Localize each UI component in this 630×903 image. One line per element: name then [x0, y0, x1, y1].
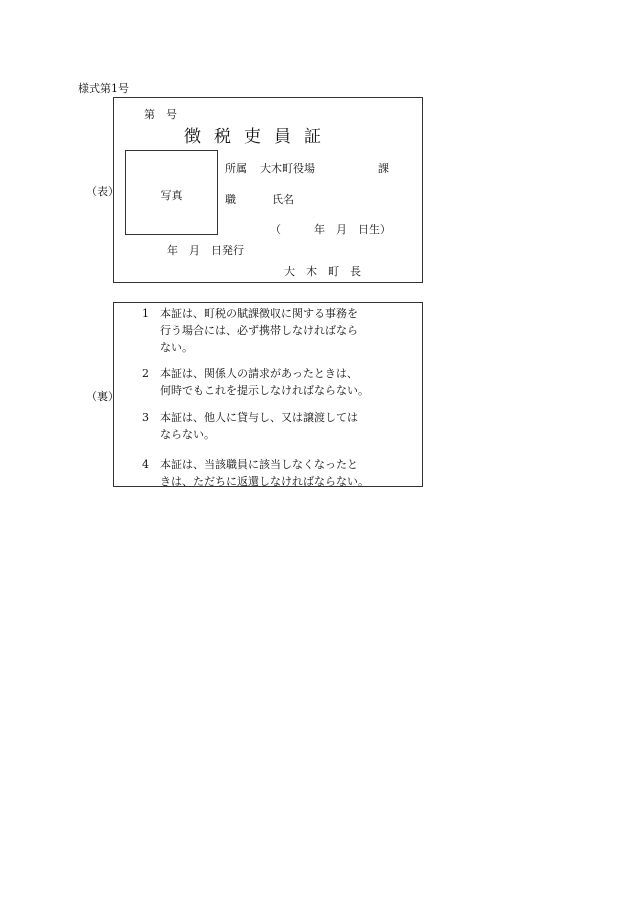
- clause-line: 本証は、当該職員に該当しなくなったと: [160, 458, 358, 471]
- birthdate-field: （ 年 月 日生）: [270, 223, 391, 236]
- front-side-label: （表）: [86, 185, 119, 198]
- clause-line: 本証は、町税の賦課徴収に関する事務を: [160, 307, 358, 320]
- position-label: 職: [225, 193, 236, 206]
- form-number-label: 様式第1号: [78, 82, 129, 95]
- card-number-label: 第 号: [144, 108, 177, 121]
- id-card-front: [113, 97, 423, 283]
- issue-date: 年 月 日発行: [167, 244, 244, 257]
- clause-line: 何時でもこれを提示しなければならない。: [160, 384, 369, 397]
- clause-line: 行う場合には、必ず携帯しなければなら: [160, 324, 358, 337]
- clause-line: ない。: [160, 341, 193, 354]
- photo-label: 写真: [160, 189, 183, 202]
- clause-number: 3: [142, 411, 149, 424]
- clause-line: ならない。: [160, 428, 215, 441]
- clause-line: 本証は、他人に貸与し、又は譲渡しては: [160, 411, 358, 424]
- card-title: 徴税吏員証: [184, 127, 334, 147]
- clause-number: 1: [142, 307, 149, 320]
- issuer-name: 大 木 町 長: [284, 265, 361, 278]
- photo-box: [125, 150, 218, 235]
- id-card-back: [113, 302, 423, 487]
- affiliation-value: 大木町役場: [260, 162, 315, 175]
- section-label: 課: [378, 162, 389, 175]
- back-side-label: （裏）: [86, 390, 119, 403]
- name-label: 氏名: [272, 193, 294, 206]
- clause-line: きは、ただちに返還しなければならない。: [160, 475, 369, 488]
- clause-number: 2: [142, 367, 149, 380]
- affiliation-label: 所属: [225, 162, 247, 175]
- clause-number: 4: [142, 458, 149, 471]
- clause-line: 本証は、関係人の請求があったときは、: [160, 367, 358, 380]
